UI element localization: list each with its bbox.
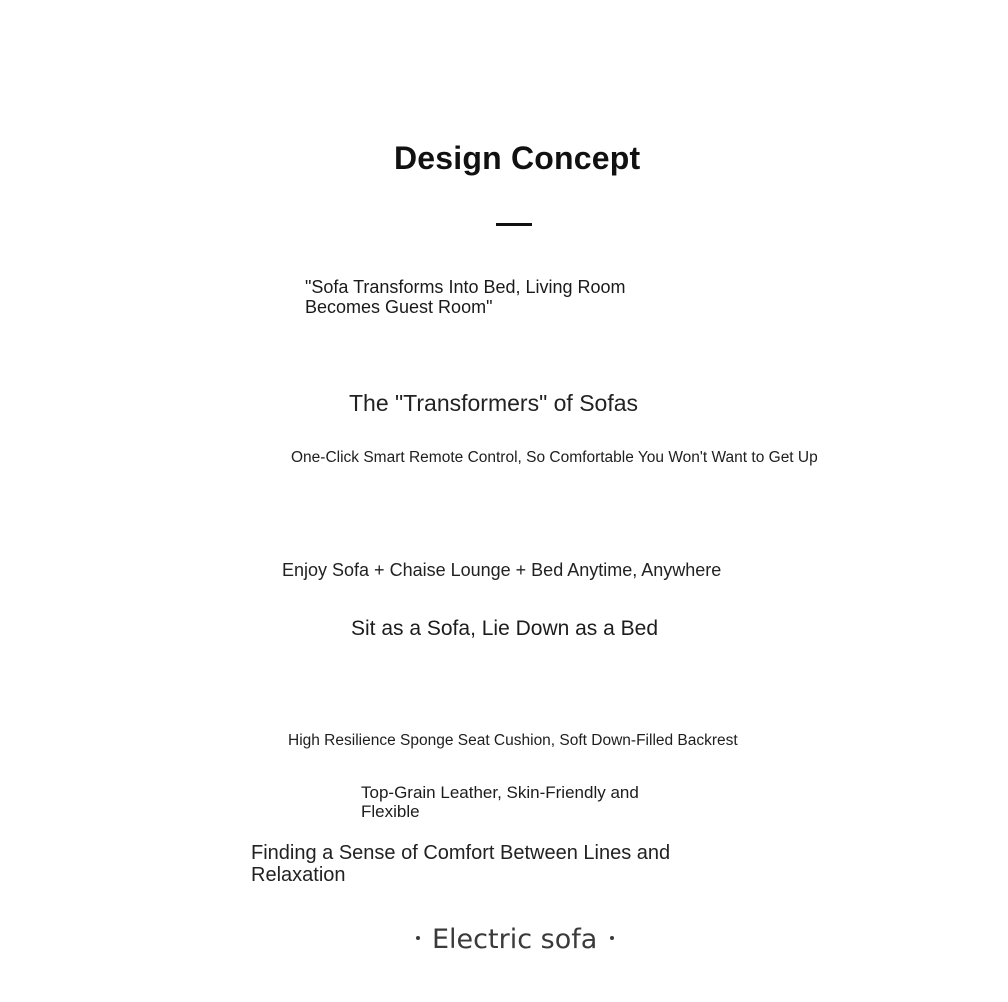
comfort-line: Finding a Sense of Comfort Between Lines and Relaxation <box>251 842 671 886</box>
transformers-heading: The "Transformers" of Sofas <box>349 390 639 416</box>
remote-control-line: One-Click Smart Remote Control, So Comfortable You Won't Want to Get Up <box>291 449 818 466</box>
electric-sofa-logo <box>410 918 620 958</box>
svg-text:Electric sofa: Electric sofa <box>432 924 598 955</box>
sit-lie-line: Sit as a Sofa, Lie Down as a Bed <box>351 617 659 640</box>
tagline-quote: "Sofa Transforms Into Bed, Living Room Becomes Guest Room" <box>305 277 626 317</box>
sponge-cushion-line: High Resilience Sponge Seat Cushion, Soft Down-Filled Backrest <box>288 732 738 749</box>
logo-wordmark <box>432 920 598 956</box>
enjoy-line: Enjoy Sofa + Chaise Lounge + Bed Anytime, Anywhere <box>282 560 722 580</box>
logo-dot-left-icon <box>416 936 420 940</box>
leather-line: Top-Grain Leather, Skin-Friendly and Flexible <box>361 783 639 821</box>
page-title: Design Concept <box>394 140 641 176</box>
logo-dot-right-icon <box>610 936 614 940</box>
title-divider <box>496 223 532 226</box>
